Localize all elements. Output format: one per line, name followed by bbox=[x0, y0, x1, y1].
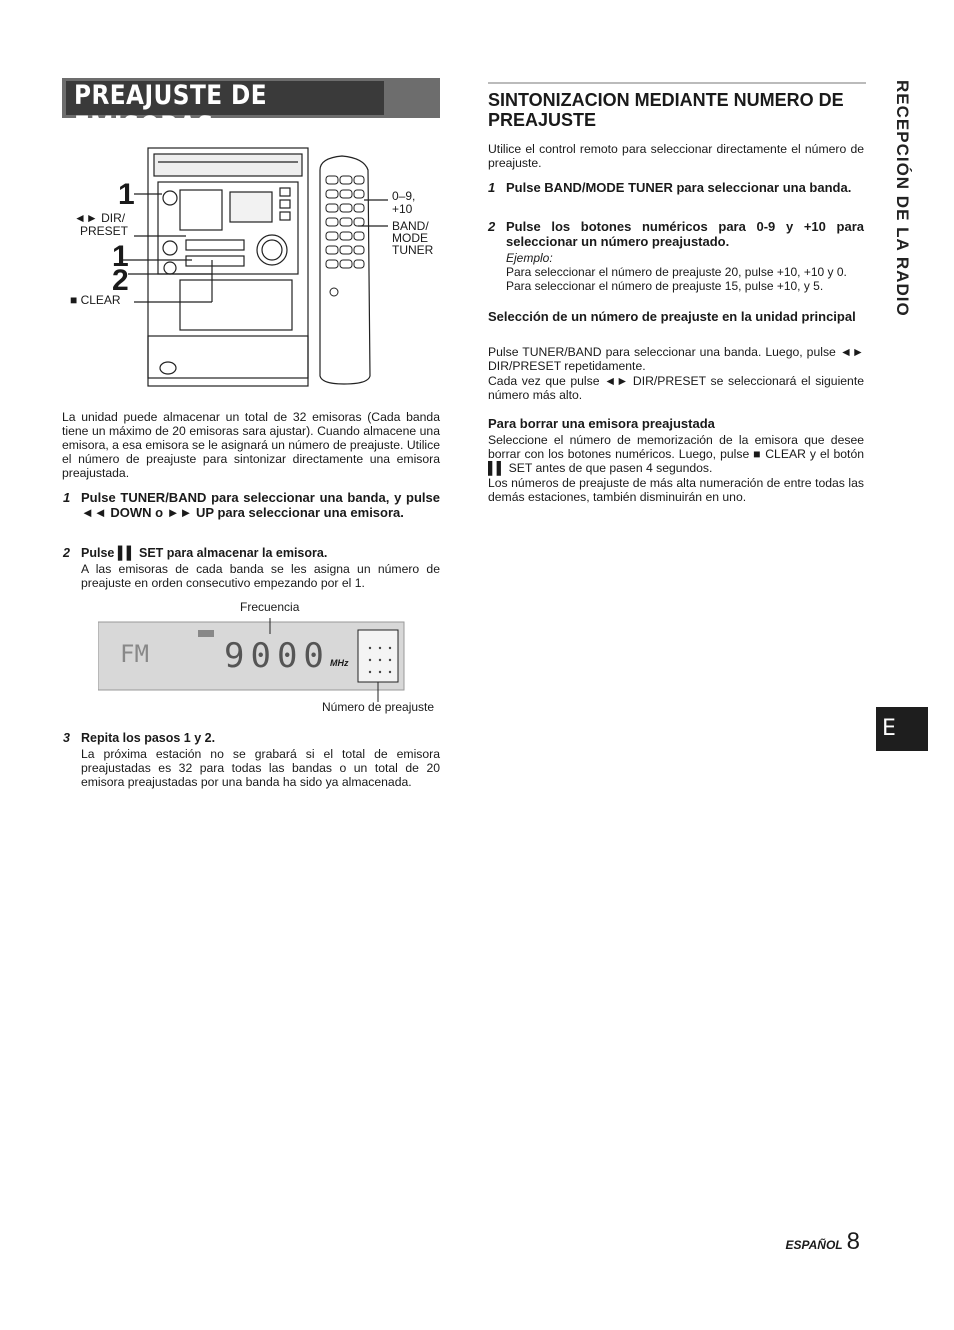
callout-dir-preset-2: PRESET bbox=[80, 224, 129, 238]
left-step3-number: 3 bbox=[63, 731, 70, 745]
section-top-rule bbox=[488, 82, 866, 84]
right-sub1-p1: Pulse TUNER/BAND para seleccionar una banda. Luego, pulse ◄► DIR/PRESET repetidamente. bbox=[488, 345, 864, 373]
left-step1-text: Pulse TUNER/BAND para seleccionar una banda, y pulse ◄◄ DOWN o ►► UP para seleccionar una emisora. bbox=[81, 490, 440, 520]
right-example-1: Para seleccionar el número de preajuste 20, pulse +10, +10 y 0. bbox=[506, 265, 847, 279]
callout-dir-preset-1: ◄► DIR/ bbox=[74, 211, 126, 225]
left-step2-number: 2 bbox=[63, 546, 70, 560]
lcd-unit: MHz bbox=[330, 658, 349, 668]
right-sub2-title: Para borrar una emisora preajustada bbox=[488, 416, 715, 431]
display-label-preset: Número de preajuste bbox=[322, 700, 435, 714]
language-tab bbox=[876, 707, 928, 751]
right-step2-text: Pulse los botones numéricos para 0-9 y +10 para seleccionar un número preajustado. bbox=[506, 219, 864, 249]
lcd-band: FM bbox=[120, 640, 149, 668]
footer-label: ESPAÑOL bbox=[785, 1238, 843, 1252]
callout-step1-top: 1 bbox=[118, 178, 135, 211]
right-step2 bbox=[488, 219, 864, 249]
page-number: 8 bbox=[846, 1228, 860, 1255]
callout-digits-2: +10 bbox=[392, 202, 413, 216]
right-sub1-p2: Cada vez que pulse ◄► DIR/PRESET se seleccionará el siguiente número más alto. bbox=[488, 374, 864, 402]
side-tab bbox=[882, 80, 912, 320]
left-step3 bbox=[63, 731, 440, 746]
side-tab-text: RECEPCIÓN DE LA RADIO bbox=[893, 80, 912, 317]
right-example-label: Ejemplo: bbox=[506, 251, 553, 265]
language-tab-letter: E bbox=[882, 716, 896, 741]
right-intro: Utilice el control remoto para seleccionar directamente el número de preajuste. bbox=[488, 142, 864, 170]
left-step1-number: 1 bbox=[63, 490, 71, 505]
left-step3-text: Repita los pasos 1 y 2. bbox=[81, 731, 216, 745]
section-banner bbox=[62, 78, 440, 142]
callout-band-2: MODE bbox=[392, 231, 428, 245]
right-sub1-title: Selección de un número de preajuste en la unidad principal bbox=[488, 309, 856, 324]
right-sub2-p2: Los números de preajuste de más alta numeración de entre todas las demás estaciones, también disminuirán en uno. bbox=[488, 476, 864, 504]
left-step2-text: Pulse ▌▌ SET para almacenar la emisora. bbox=[81, 546, 328, 560]
left-step1 bbox=[63, 490, 440, 520]
display-label-frequency: Frecuencia bbox=[240, 600, 300, 614]
right-example-2: Para seleccionar el número de preajuste 15, pulse +10, y 5. bbox=[506, 279, 824, 293]
lcd-frequency: 9000 bbox=[224, 636, 330, 676]
callout-step1-bottom: 1 bbox=[112, 240, 129, 273]
left-intro: La unidad puede almacenar un total de 32 emisoras (Cada banda tiene un máximo de 20 emisoras sara ajustar). Cuando almacene una emisora, a esa emisora se le asignará un número de preajuste. Utilice el número de preajuste para sintonizar directamente una emisora preajustada. bbox=[62, 410, 441, 480]
callout-clear: ■ CLEAR bbox=[70, 293, 121, 307]
callout-band-1: BAND/ bbox=[392, 219, 429, 233]
right-sub2-p1: Seleccione el número de memorización de la emisora que desee borrar con los botones numéricos. Luego, pulse ■ CLEAR y el botón ▌▌ SET antes de que pasen 4 segundos. bbox=[488, 433, 864, 475]
right-step1-text: Pulse BAND/MODE TUNER para seleccionar una banda. bbox=[506, 180, 852, 195]
callout-step2: 2 bbox=[112, 264, 129, 297]
right-step1-number: 1 bbox=[488, 180, 496, 195]
right-step1 bbox=[488, 180, 864, 195]
left-step3-note: La próxima estación no se grabará si el total de emisora preajustadas es 32 para todas las bandas o un total de 20 emisora preajustadas por una banda ha sido ya almacenada. bbox=[81, 747, 440, 789]
left-step2 bbox=[63, 546, 440, 561]
right-step2-number: 2 bbox=[488, 219, 496, 234]
callout-digits-1: 0–9, bbox=[392, 189, 416, 203]
page-footer bbox=[750, 1228, 860, 1256]
banner-title: PREAJUSTE DE EMISORAS bbox=[74, 80, 268, 142]
section-title: SINTONIZACION MEDIANTE NUMERO DE PREAJUSTE bbox=[488, 90, 844, 130]
left-step2-note: A las emisoras de cada banda se les asigna un número de preajuste en orden consecutivo empezando por el 1. bbox=[81, 562, 440, 590]
callout-band-3: TUNER bbox=[392, 243, 434, 257]
